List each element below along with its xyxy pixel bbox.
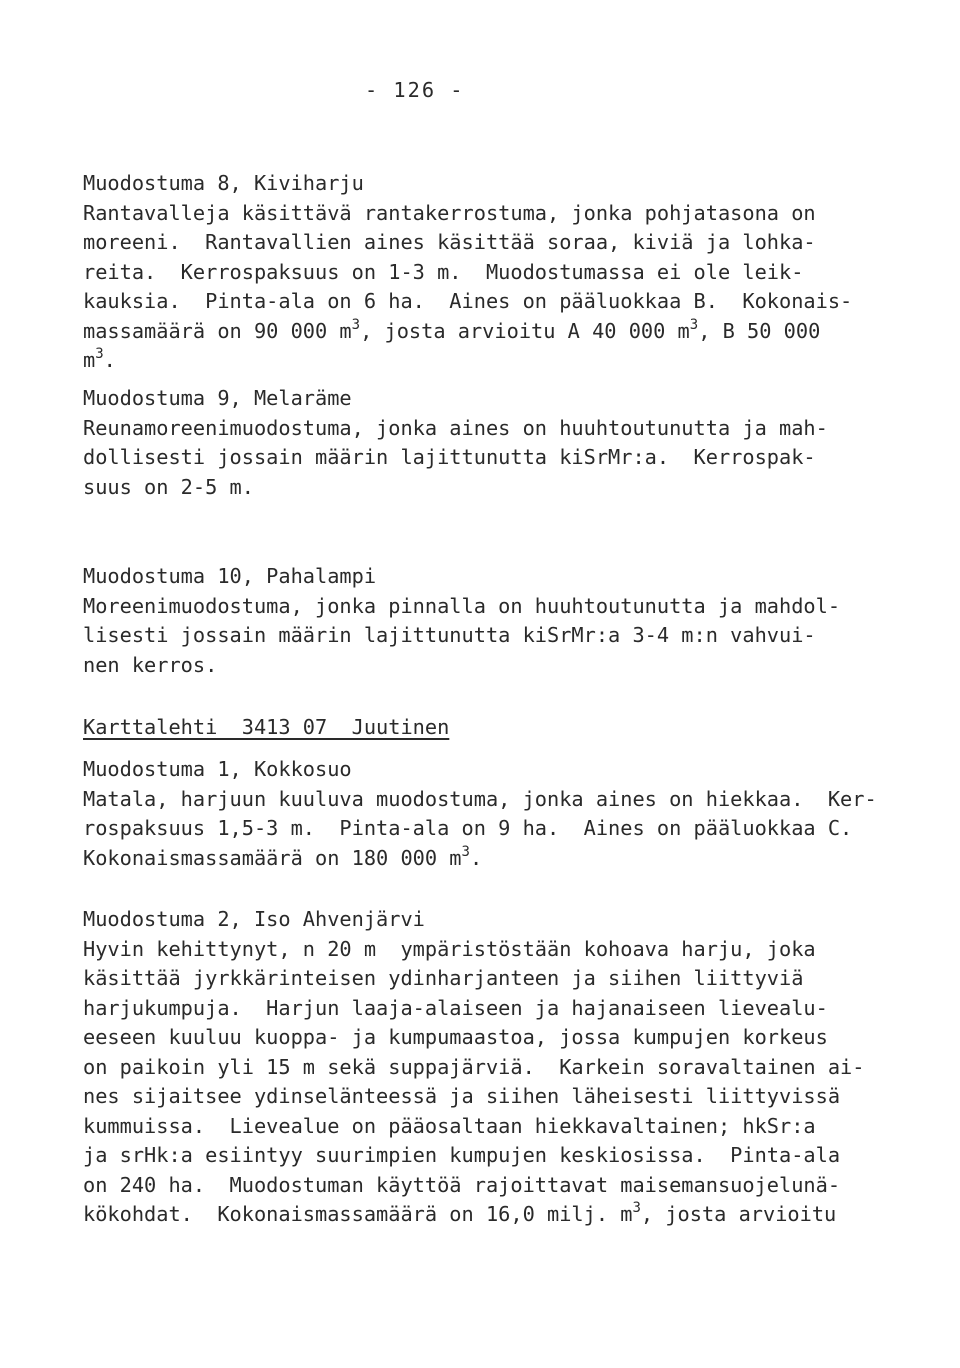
body-line: suus on 2-5 m. (83, 474, 254, 499)
map-sheet-heading (83, 713, 943, 743)
volume-line: massamäärä on 90 000 $m^3$, josta arvioitu A 40 000 $m^3$, B 50 000 (83, 316, 821, 343)
body-line: on paikoin yli 15 m sekä suppajärviä. Karkein soravaltainen ai- (83, 1054, 865, 1079)
page-number: - 126 - (365, 78, 465, 102)
section-heading: Muodostuma 8, Kiviharju (83, 171, 364, 195)
body-line: on 240 ha. Muodostuman käyttöä rajoittavat maisemansuojelunä- (83, 1172, 841, 1197)
unit-line: $m^3$. (83, 346, 116, 372)
body-line: nen kerros. (83, 652, 218, 677)
final-line: kökohdat. Kokonaismassamäärä on 16,0 milj. $m^3$, josta arvioitu (83, 1200, 837, 1226)
body-line: Reunamoreenimuodostuma, jonka aines on huuhtoutunutta ja mah- (83, 415, 828, 440)
body-line: kummuissa. Lievealue on pääosaltaan hiekkavaltainen; hkSr:a (83, 1113, 816, 1138)
body-line: ja srHk:a esiintyy suurimpien kumpujen keskiosissa. Pinta-ala (83, 1143, 841, 1167)
section-heading: Muodostuma 2, Iso Ahvenjärvi (83, 907, 425, 931)
section-muodostuma-2 (83, 905, 943, 1230)
body-line: harjukumpuja. Harjun laaja-alaiseen ja hajanaiseen lievealu- (83, 995, 828, 1020)
section-muodostuma-1 (83, 755, 943, 873)
body-line: lisesti jossain määrin lajittunutta kiSrMr:a 3-4 m:n vahvui- (83, 623, 816, 647)
section-heading: Muodostuma 1, Kokkosuo (83, 757, 352, 781)
body-line: Moreenimuodostuma, jonka pinnalla on huuhtoutunutta ja mahdol- (83, 593, 841, 618)
body-line: Hyvin kehittynyt, n 20 m ympäristöstään kohoava harju, joka (83, 936, 816, 961)
map-sheet-title: Karttalehti 3413 07 Juutinen (83, 715, 450, 739)
body-line: dollisesti jossain määrin lajittunutta kiSrMr:a. Kerrospak- (83, 445, 816, 469)
body-line: moreeni. Rantavallien aines käsittää soraa, kiviä ja lohka- (83, 230, 816, 254)
section-muodostuma-8 (83, 169, 943, 376)
body-line: käsittää jyrkkärinteisen ydinharjanteen ja siihen liittyviä (83, 966, 804, 990)
body-line: reita. Kerrospaksuus on 1-3 m. Muodostumassa ei ole leik- (83, 259, 804, 284)
section-muodostuma-9 (83, 384, 943, 502)
body-line: kauksia. Pinta-ala on 6 ha. Aines on pääluokkaa B. Kokonais- (83, 289, 853, 313)
section-heading: Muodostuma 9, Melaräme (83, 386, 352, 410)
body-line: rospaksuus 1,5-3 m. Pinta-ala on 9 ha. Aines on pääluokkaa C. (83, 816, 853, 840)
total-volume-line: Kokonaismassamäärä on 180 000 $m^3$. (83, 843, 483, 870)
section-heading: Muodostuma 10, Pahalampi (83, 564, 377, 588)
body-line: Rantavalleja käsittävä rantakerrostuma, jonka pohjatasona on (83, 200, 816, 225)
body-line: nes sijaitsee ydinselänteessä ja siihen läheisesti liittyvissä (83, 1084, 841, 1108)
body-line: eeseen kuuluu kuoppa- ja kumpumaastoa, jossa kumpujen korkeus (83, 1025, 828, 1049)
body-line: Matala, harjuun kuuluva muodostuma, jonka aines on hiekkaa. Ker- (83, 786, 877, 811)
section-muodostuma-10 (83, 562, 943, 680)
